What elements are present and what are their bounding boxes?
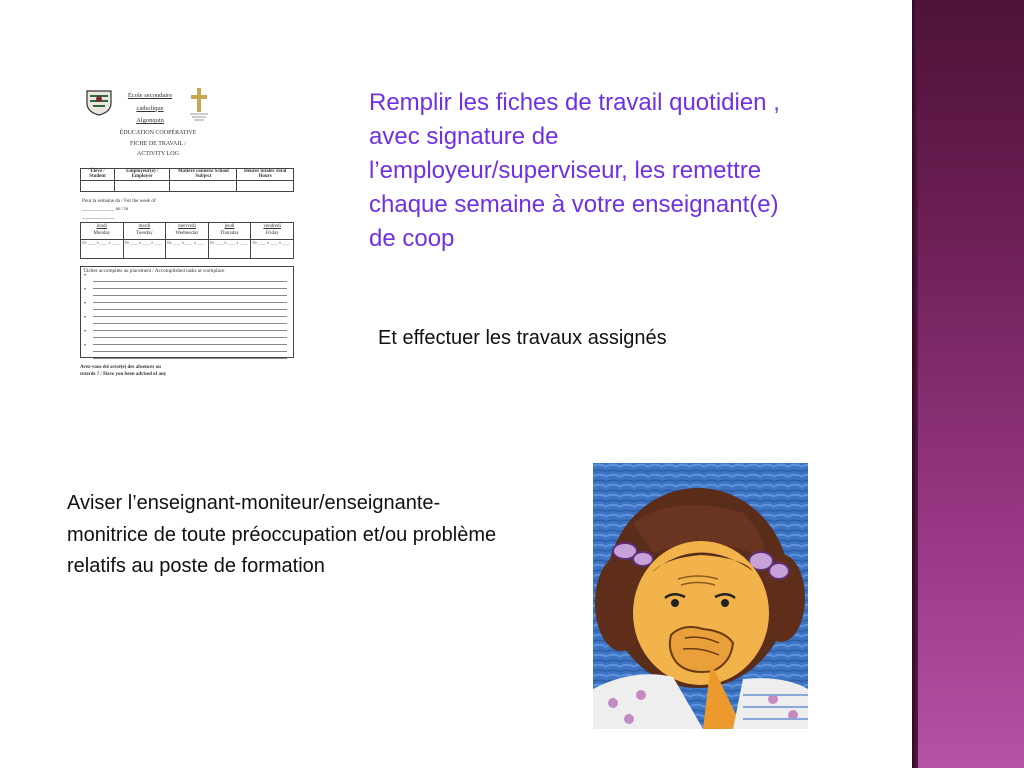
tasks-header: Tâches accomplies au placement / Accomplished tasks at workplace — [83, 268, 225, 274]
task-line: • — [93, 331, 287, 338]
week-of-field — [82, 198, 202, 222]
form-title-line-1: ÉDUCATION COOPÉRATIVE — [119, 130, 197, 136]
day-tuesday: mardi Tuesday — [123, 223, 166, 240]
task-line: • — [93, 275, 287, 282]
activity-log-form — [78, 84, 298, 384]
school-crest-icon — [84, 88, 114, 116]
absence-question — [80, 364, 230, 378]
task-line: • — [93, 303, 287, 310]
form-title-line-2: FICHE DE TRAVAIL / — [130, 140, 186, 147]
day-monday: lundi Monday — [81, 223, 124, 240]
school-name — [118, 90, 182, 128]
school-line-1: École secondaire — [127, 92, 173, 99]
decorative-sidebar — [912, 0, 1024, 768]
task-line — [93, 338, 287, 345]
day-friday: vendredi Friday — [251, 223, 294, 240]
tasks-box — [80, 266, 294, 358]
absence-line-2: retards ? / Have you been advised of any — [80, 372, 167, 377]
worried-girl-drawing — [593, 463, 808, 729]
student-cell — [81, 181, 115, 192]
time-cell-tuesday: De ____ h ____ à ____ — [123, 240, 166, 259]
day-wednesday: mercredi Wednesday — [166, 223, 209, 240]
student-header: Élève / Student — [81, 169, 115, 181]
task-line — [93, 310, 287, 317]
task-line: • — [93, 345, 287, 352]
hours-header: Heures totales Total Hours — [237, 169, 294, 181]
time-cell-monday: De ____ h ____ à ____ — [81, 240, 124, 259]
form-title — [78, 128, 238, 160]
absence-line-1: Avez-vous été avisé(e) des absences ou — [80, 365, 161, 370]
weekday-table — [80, 222, 294, 259]
time-cell-friday: De ____ h ____ à ____ — [251, 240, 294, 259]
employer-header: Employeur(e) / Employer — [114, 169, 169, 181]
assigned-tasks-text: Et effectuer les travaux assignés — [378, 327, 667, 349]
task-line: • — [93, 289, 287, 296]
subject-cell — [170, 181, 237, 192]
task-line — [93, 296, 287, 303]
student-info-table — [80, 168, 294, 192]
subject-header: Matière connexe School Subject — [170, 169, 237, 181]
week-line-3: _____________ — [82, 215, 115, 220]
week-line-1: Pour la semaine du / For the week of — [82, 199, 156, 204]
time-cell-thursday: De ____ h ____ à ____ — [208, 240, 251, 259]
cross-logo-icon — [186, 86, 212, 122]
task-line — [93, 352, 287, 359]
instruction-text: Remplir les fiches de travail quotidien , avec signature de l’employeur/superviseur, les remettre chaque semaine à votre enseignant(e) de coop — [369, 89, 780, 252]
day-thursday: jeudi Thursday — [208, 223, 251, 240]
hours-cell — [237, 181, 294, 192]
task-line: • — [93, 317, 287, 324]
form-title-line-3: ACTIVITY LOG — [137, 151, 179, 157]
school-line-2: catholique — [136, 104, 164, 112]
task-line — [93, 282, 287, 289]
week-line-2: _____________ au / to — [82, 207, 129, 212]
time-cell-wednesday: De ____ h ____ à ____ — [166, 240, 209, 259]
task-line — [93, 324, 287, 331]
sidebar-edge — [912, 0, 918, 768]
employer-cell — [114, 181, 169, 192]
notify-teacher-text: Aviser l’enseignant-moniteur/enseignante-monitrice de toute préoccupation et/ou problème relatifs au poste de formation — [67, 492, 497, 577]
school-line-3: Algonquin — [136, 117, 164, 124]
